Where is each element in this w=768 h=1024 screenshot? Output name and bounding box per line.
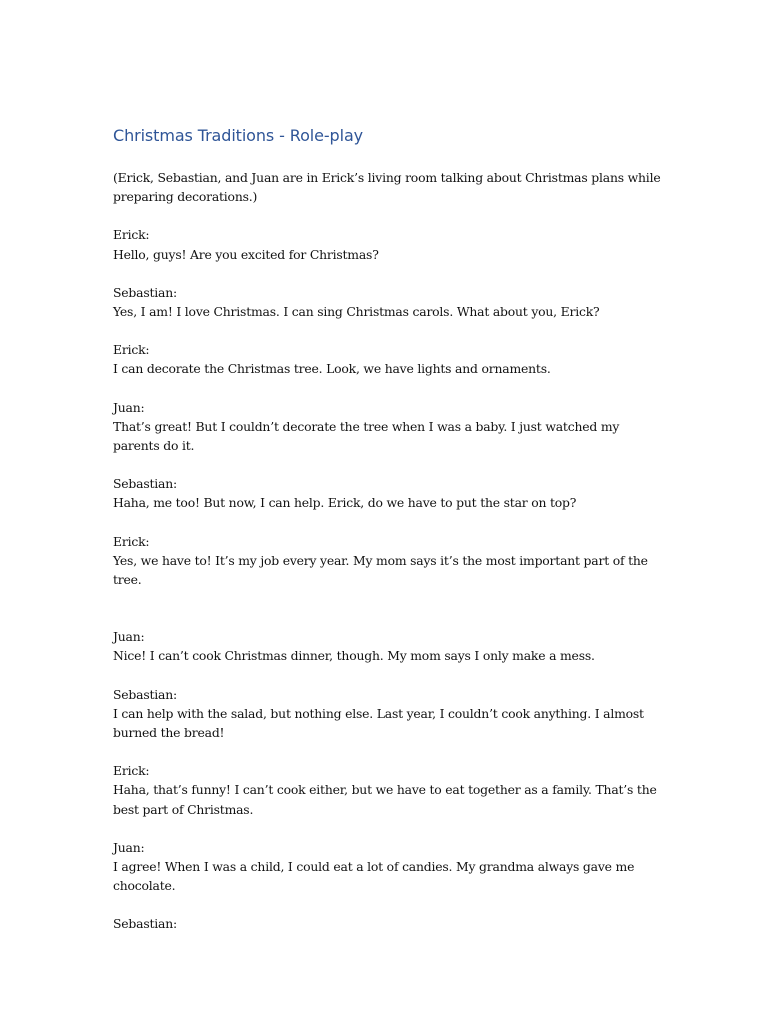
dialogue-block [113, 340, 668, 378]
speaker-name: Erick: [113, 763, 150, 779]
dialogue-block [113, 914, 668, 933]
speaker-name: Sebastian: [113, 916, 177, 932]
dialogue-block [113, 225, 668, 263]
dialogue-block [113, 838, 668, 896]
speaker-name: Erick: [113, 227, 150, 243]
dialogue-block [113, 761, 668, 819]
dialogue-line: That’s great! But I couldn’t decorate the tree when I was a baby. I just watched my parents do it. [113, 418, 620, 454]
dialogue-line: Yes, we have to! It’s my job every year. My mom says it’s the most important part of the tree. [113, 552, 648, 588]
blank-line [113, 608, 668, 627]
dialogue-line: Hello, guys! Are you excited for Christmas? [113, 246, 379, 262]
dialogue-line: I agree! When I was a child, I could eat a lot of candies. My grandma always gave me chocolate. [113, 859, 635, 894]
speaker-name: Juan: [113, 839, 145, 855]
dialogue-line: Haha, that’s funny! I can’t cook either, but we have to eat together as a family. That’s the best part of Christmas. [113, 782, 657, 817]
dialogue-block [113, 283, 668, 321]
dialogue-block [113, 627, 668, 665]
dialogue-line: Yes, I am! I love Christmas. I can sing Christmas carols. What about you, Erick? [113, 304, 600, 320]
dialogue-line: Haha, me too! But now, I can help. Erick, do we have to put the star on top? [113, 495, 577, 511]
dialogue-line: I can help with the salad, but nothing else. Last year, I couldn’t cook anything. I almost burned the bread! [113, 705, 644, 741]
speaker-name: Juan: [113, 399, 145, 415]
speaker-name: Sebastian: [113, 686, 177, 702]
intro-paragraph: (Erick, Sebastian, and Juan are in Erick’s living room talking about Christmas plans while preparing decorations.) [113, 170, 661, 205]
speaker-name: Sebastian: [113, 284, 177, 300]
speaker-name: Erick: [113, 342, 150, 358]
dialogue-block [113, 398, 668, 456]
dialogue-line: I can decorate the Christmas tree. Look, we have lights and ornaments. [113, 361, 551, 377]
dialogue-block [113, 685, 668, 743]
document-title: Christmas Traditions - Role-play [113, 126, 364, 145]
dialogue-block [113, 474, 668, 512]
dialogue-line: Nice! I can’t cook Christmas dinner, though. My mom says I only make a mess. [113, 648, 595, 664]
speaker-name: Erick: [113, 533, 150, 549]
speaker-name: Sebastian: [113, 476, 177, 492]
dialogue-block [113, 532, 668, 590]
speaker-name: Juan: [113, 629, 145, 645]
